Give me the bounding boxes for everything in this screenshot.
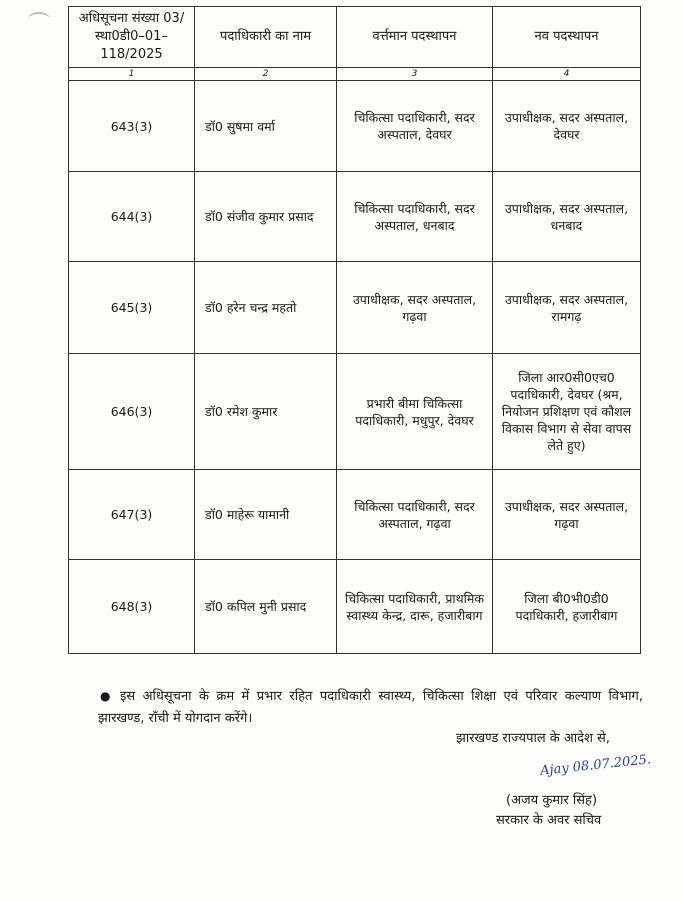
- officer-name: डॉ0 संजीव कुमार प्रसाद: [195, 172, 337, 262]
- header-notification-no: अधिसूचना संख्या 03/स्था0डी0–01–118/2025: [69, 7, 195, 68]
- column-number: 4: [493, 68, 641, 81]
- new-posting: उपाधीक्षक, सदर अस्पताल, गढ़वा: [493, 470, 641, 560]
- signatory-designation: सरकार के अवर सचिव: [496, 813, 602, 828]
- table-row: [69, 354, 641, 470]
- notification-no: 644(3): [69, 172, 195, 262]
- governor-order-line: झारखण्ड राज्यपाल के आदेश से,: [456, 731, 610, 746]
- table-row: [69, 172, 641, 262]
- column-number-row: [69, 68, 641, 81]
- column-number: 2: [195, 68, 337, 81]
- notification-no: 643(3): [69, 81, 195, 172]
- header-officer-name: पदाधिकारी का नाम: [195, 7, 337, 68]
- current-posting: प्रभारी बीमा चिकित्सा पदाधिकारी, मधुपुर, देवघर: [337, 354, 493, 470]
- current-posting: चिकित्सा पदाधिकारी, प्राथमिक स्वास्थ्य केन्द्र, दारू, हजारीबाग: [337, 560, 493, 654]
- notification-no: 648(3): [69, 560, 195, 654]
- notification-no: 647(3): [69, 470, 195, 560]
- new-posting: उपाधीक्षक, सदर अस्पताल, देवघर: [493, 81, 641, 172]
- notification-no: 645(3): [69, 262, 195, 354]
- current-posting: चिकित्सा पदाधिकारी, सदर अस्पताल, देवघर: [337, 81, 493, 172]
- new-posting: जिला आर0सी0एच0 पदाधिकारी, देवघर (श्रम, नियोजन प्रशिक्षण एवं कौशल विकास विभाग से सेवा वापस लेते हुए): [493, 354, 641, 470]
- current-posting: चिकित्सा पदाधिकारी, सदर अस्पताल, गढ़वा: [337, 470, 493, 560]
- officer-name: डॉ0 माहेरू यामानी: [195, 470, 337, 560]
- current-posting: चिकित्सा पदाधिकारी, सदर अस्पताल, धनबाद: [337, 172, 493, 262]
- officer-name: डॉ0 हरेन चन्द्र महतो: [195, 262, 337, 354]
- table-row: [69, 81, 641, 172]
- table-row: [69, 262, 641, 354]
- officer-name: डॉ0 सुषमा वर्मा: [195, 81, 337, 172]
- posting-table-container: [68, 6, 640, 654]
- header-row: [69, 7, 641, 68]
- notification-no: 646(3): [69, 354, 195, 470]
- officer-name: डॉ0 कपिल मुनी प्रसाद: [195, 560, 337, 654]
- joining-note: इस अधिसूचना के क्रम में प्रभार रहित पदाधिकारी स्वास्थ्य, चिकित्सा शिक्षा एवं परिवार कल्याण विभाग, झारखण्ड, राँची में योगदान करेंगे।: [98, 689, 643, 726]
- new-posting: उपाधीक्षक, सदर अस्पताल, धनबाद: [493, 172, 641, 262]
- new-posting: उपाधीक्षक, सदर अस्पताल, रामगढ़: [493, 262, 641, 354]
- column-number: 3: [337, 68, 493, 81]
- handwritten-signature: Ajay 08.07.2025.: [539, 752, 652, 779]
- table-row: [69, 560, 641, 654]
- bullet-icon: ●: [100, 689, 111, 703]
- current-posting: उपाधीक्षक, सदर अस्पताल, गढ़वा: [337, 262, 493, 354]
- officer-name: डॉ0 रमेश कुमार: [195, 354, 337, 470]
- table-row: [69, 470, 641, 560]
- corner-mark: [28, 12, 50, 26]
- posting-table: [68, 6, 641, 654]
- header-new-posting: नव पदस्थापन: [493, 7, 641, 68]
- signatory-name: (अजय कुमार सिंह): [506, 793, 598, 808]
- column-number: 1: [69, 68, 195, 81]
- header-current-posting: वर्त्तमान पदस्थापन: [337, 7, 493, 68]
- new-posting: जिला बी0भी0डी0 पदाधिकारी, हजारीबाग: [493, 560, 641, 654]
